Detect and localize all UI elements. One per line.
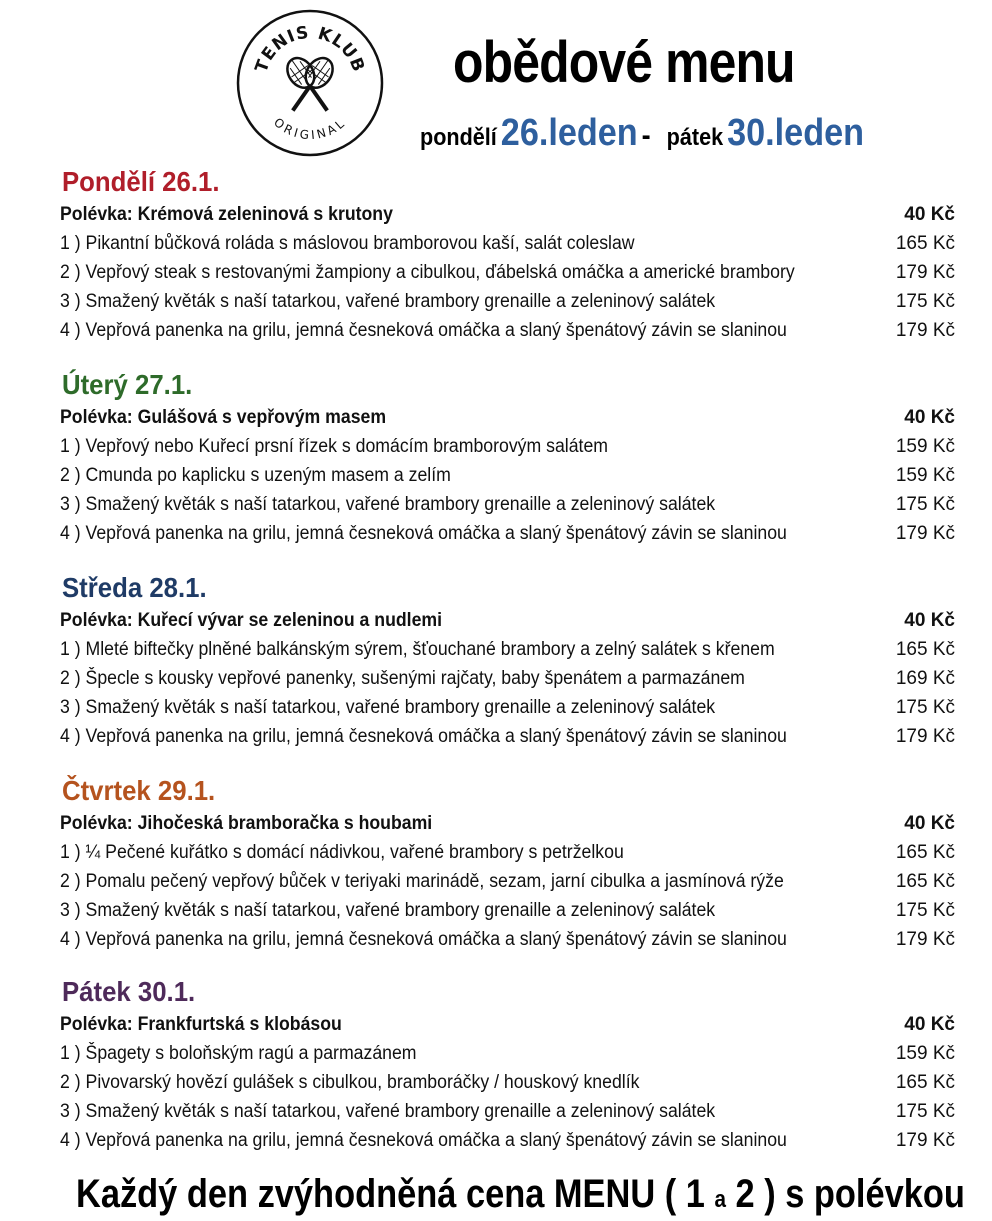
footer-note — [76, 1174, 965, 1214]
menu-item — [60, 841, 955, 865]
menu-item — [60, 1129, 955, 1153]
to-day-label: pátek — [666, 124, 724, 151]
item-name: 3 ) Smažený květák s naší tatarkou, vařené brambory grenaille a zeleninový salátek — [60, 494, 716, 515]
item-name: 3 ) Smažený květák s naší tatarkou, vařené brambory grenaille a zeleninový salátek — [60, 900, 716, 921]
item-name: 4 ) Vepřová panenka na grilu, jemná česneková omáčka a slaný špenátový závin se slaninou — [60, 929, 787, 950]
menu-item — [60, 319, 955, 343]
tenis-klub-logo — [235, 8, 385, 158]
menu-item — [60, 725, 955, 749]
soup-price: 40 Kč — [904, 1014, 955, 1035]
menu-item — [60, 464, 955, 488]
menu-item — [60, 1071, 955, 1095]
item-name: 2 ) Špecle s kousky vepřové panenky, sušenými rajčaty, baby špenátem a parmazánem — [60, 668, 745, 689]
item-price: 159 Kč — [895, 1043, 955, 1064]
day-heading-pondeli: Pondělí 26.1. — [62, 166, 220, 197]
menu-item — [60, 522, 955, 546]
soup-name: Polévka: Kuřecí vývar se zeleninou a nudlemi — [60, 610, 443, 631]
item-name: 4 ) Vepřová panenka na grilu, jemná česneková omáčka a slaný špenátový závin se slaninou — [60, 1130, 787, 1151]
menu-item — [60, 870, 955, 894]
soup-row — [60, 203, 955, 227]
menu-item — [60, 493, 955, 517]
item-name: 2 ) Vepřový steak s restovanými žampiony a cibulkou, ďábelská omáčka a americké brambory — [60, 262, 795, 283]
item-price: 175 Kč — [895, 494, 955, 515]
day-heading-ctvrtek: Čtvrtek 29.1. — [62, 775, 216, 806]
soup-name: Polévka: Krémová zeleninová s krutony — [60, 204, 393, 225]
item-name: 1 ) Vepřový nebo Kuřecí prsní řízek s domácím bramborovým salátem — [60, 436, 608, 457]
menu-item — [60, 290, 955, 314]
menu-item — [60, 899, 955, 923]
menu-item — [60, 696, 955, 720]
item-price: 159 Kč — [895, 436, 955, 457]
item-name: 2 ) Cmunda po kaplicku s uzeným masem a zelím — [60, 465, 451, 486]
soup-row — [60, 406, 955, 430]
soup-name: Polévka: Gulášová s vepřovým masem — [60, 407, 387, 428]
item-price: 165 Kč — [895, 233, 955, 254]
item-price: 179 Kč — [895, 1130, 955, 1151]
logo-bottom-text: ORIGINAL — [271, 115, 349, 143]
to-date: 30.leden — [727, 112, 864, 154]
from-day-label: pondělí — [420, 124, 497, 151]
menu-title: obědové menu — [453, 30, 795, 95]
menu-item — [60, 1100, 955, 1124]
menu-item — [60, 232, 955, 256]
item-price: 179 Kč — [895, 320, 955, 341]
item-price: 179 Kč — [895, 726, 955, 747]
item-price: 175 Kč — [895, 291, 955, 312]
date-dash: - — [641, 119, 651, 152]
soup-row — [60, 1013, 955, 1037]
item-name: 4 ) Vepřová panenka na grilu, jemná česneková omáčka a slaný špenátový závin se slaninou — [60, 320, 787, 341]
soup-name: Polévka: Jihočeská bramboračka s houbami — [60, 813, 433, 834]
footer-small-a: a — [714, 1186, 726, 1213]
item-name: 1 ) Mleté biftečky plněné balkánským sýrem, šťouchané brambory a zelný salátek s křenem — [60, 639, 775, 660]
menu-item — [60, 928, 955, 952]
item-name: 1 ) Pikantní bůčková roláda s máslovou bramborovou kaší, salát coleslaw — [60, 233, 635, 254]
soup-price: 40 Kč — [904, 407, 955, 428]
item-price: 165 Kč — [895, 842, 955, 863]
footer-text-start: Každý den zvýhodněná cena MENU ( 1 — [76, 1172, 715, 1216]
item-name: 2 ) Pomalu pečený vepřový bůček v teriyaki marinádě, sezam, jarní cibulka a jasmínová rýže — [60, 871, 784, 892]
menu-item — [60, 435, 955, 459]
item-price: 179 Kč — [895, 929, 955, 950]
menu-item — [60, 667, 955, 691]
day-heading-utery: Úterý 27.1. — [62, 369, 193, 400]
day-heading-streda: Středa 28.1. — [62, 572, 207, 603]
item-price: 175 Kč — [895, 697, 955, 718]
item-name: 4 ) Vepřová panenka na grilu, jemná česneková omáčka a slaný špenátový závin se slaninou — [60, 523, 787, 544]
menu-item — [60, 261, 955, 285]
item-price: 165 Kč — [895, 1072, 955, 1093]
item-price: 165 Kč — [895, 871, 955, 892]
item-name: 2 ) Pivovarský hovězí guláš​ek s cibulkou, bramboráčky / houskový knedlík — [60, 1072, 640, 1093]
from-date: 26.leden — [500, 112, 638, 154]
item-price: 175 Kč — [895, 900, 955, 921]
soup-row — [60, 609, 955, 633]
soup-price: 40 Kč — [904, 813, 955, 834]
item-name: 3 ) Smažený květák s naší tatarkou, vařené brambory grenaille a zeleninový salátek — [60, 291, 716, 312]
item-name: 4 ) Vepřová panenka na grilu, jemná česneková omáčka a slaný špenátový závin se slaninou — [60, 726, 787, 747]
item-name: 3 ) Smažený květák s naší tatarkou, vařené brambory grenaille a zeleninový salátek — [60, 1101, 716, 1122]
soup-price: 40 Kč — [904, 610, 955, 631]
soup-price: 40 Kč — [904, 204, 955, 225]
soup-row — [60, 812, 955, 836]
item-price: 159 Kč — [895, 465, 955, 486]
day-heading-patek: Pátek 30.1. — [62, 976, 196, 1007]
item-price: 175 Kč — [895, 1101, 955, 1122]
item-price: 179 Kč — [895, 262, 955, 283]
item-price: 169 Kč — [895, 668, 955, 689]
menu-item — [60, 1042, 955, 1066]
item-price: 179 Kč — [895, 523, 955, 544]
menu-item — [60, 638, 955, 662]
footer-text-end: 2 ) s polévkou — [725, 1172, 965, 1216]
logo-top-text: TENIS KLUB — [251, 22, 369, 76]
date-range — [420, 114, 864, 152]
item-name: 1 ) ¼ Pečené kuřátko s domácí nádivkou, vařené brambory s petrželkou — [60, 842, 624, 863]
item-name: 1 ) Špagety s boloňským ragú a parmazánem — [60, 1043, 417, 1064]
soup-name: Polévka: Frankfurtská s klobásou — [60, 1014, 342, 1035]
item-name: 3 ) Smažený květák s naší tatarkou, vařené brambory grenaille a zeleninový salátek — [60, 697, 716, 718]
item-price: 165 Kč — [895, 639, 955, 660]
